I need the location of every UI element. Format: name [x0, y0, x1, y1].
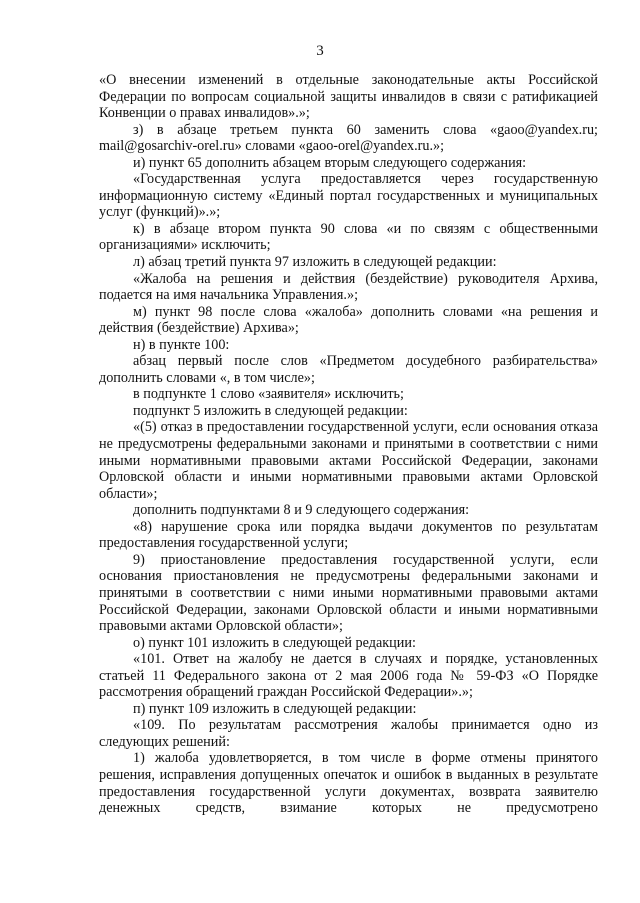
paragraph: 1) жалоба удовлетворяется, в том числе в форме отмены принятого решения, исправления допущенных опечаток и ошибок в выданных в результате предоставления государственной услуги документах, возврата заявителю денежных средств, взимание которых не предусмотрено — [99, 750, 598, 817]
paragraph: к) в абзаце втором пункта 90 слова «и по связям с общественными организациями» исключить; — [99, 220, 598, 254]
paragraph: м) пункт 98 после слова «жалоба» дополнить словами «на решения и действия (бездействие) Архива»; — [99, 303, 598, 337]
document-body — [99, 72, 598, 817]
paragraph: «(5) отказ в предоставлении государственной услуги, если основания отказа не предусмотрены федеральными законами и принятыми в соответствии с ними иными нормативными правовыми актами Российской Федерации, законами Орловской области и иными нормативными правовыми актами Орловской области»; — [99, 419, 598, 502]
paragraph: н) в пункте 100: — [133, 336, 230, 353]
paragraph: «8) нарушение срока или порядка выдачи документов по результатам предоставления государственной услуги; — [99, 518, 598, 552]
paragraph: абзац первый после слов «Предметом досудебного разбирательства» дополнить словами «, в том числе»; — [99, 353, 598, 386]
paragraph: «101. Ответ на жалобу не дается в случаях и порядке, установленных статьей 11 Федерального закона от 2 мая 2006 года № 59-ФЗ «О Порядке рассмотрения обращений граждан Российской Федерации».»; — [99, 651, 598, 701]
paragraph: л) абзац третий пункта 97 изложить в следующей редакции: — [133, 254, 497, 271]
paragraph: «Государственная услуга предоставляется через государственную информационную систему «Единый портал государственных и муниципальных услуг (функций)».»; — [99, 171, 598, 221]
paragraph: з) в абзаце третьем пункта 60 заменить слова «gaoo@yandex.ru; mail@gosarchiv-orel.ru» словами «gaoo-orel@yandex.ru.»; — [99, 121, 598, 155]
paragraph: «О внесении изменений в отдельные законодательные акты Российской Федерации по вопросам социальной защиты инвалидов в связи с ратификацией Конвенции о правах инвалидов».»; — [99, 72, 598, 122]
paragraph: «Жалоба на решения и действия (бездействие) руководителя Архива, подается на имя начальника Управления.»; — [99, 270, 598, 304]
paragraph: о) пункт 101 изложить в следующей редакции: — [133, 634, 416, 651]
paragraph: п) пункт 109 изложить в следующей редакции: — [133, 700, 417, 717]
paragraph: дополнить подпунктами 8 и 9 следующего содержания: — [133, 502, 470, 519]
paragraph: подпункт 5 изложить в следующей редакции: — [133, 402, 408, 419]
paragraph: и) пункт 65 дополнить абзацем вторым следующего содержания: — [133, 154, 527, 171]
page-number: 3 — [316, 43, 324, 59]
paragraph: в подпункте 1 слово «заявителя» исключить; — [133, 386, 404, 403]
paragraph: 9) приостановление предоставления государственной услуги, если основания приостановления не предусмотрены федеральными законами и принятыми в соответствии с ними иными нормативными правовыми актами Российской Федерации, законами Орловской области и иными нормативными правовыми актами Орловской области»; — [99, 551, 598, 635]
paragraph: «109. По результатам рассмотрения жалобы принимается одно из следующих решений: — [99, 717, 598, 750]
